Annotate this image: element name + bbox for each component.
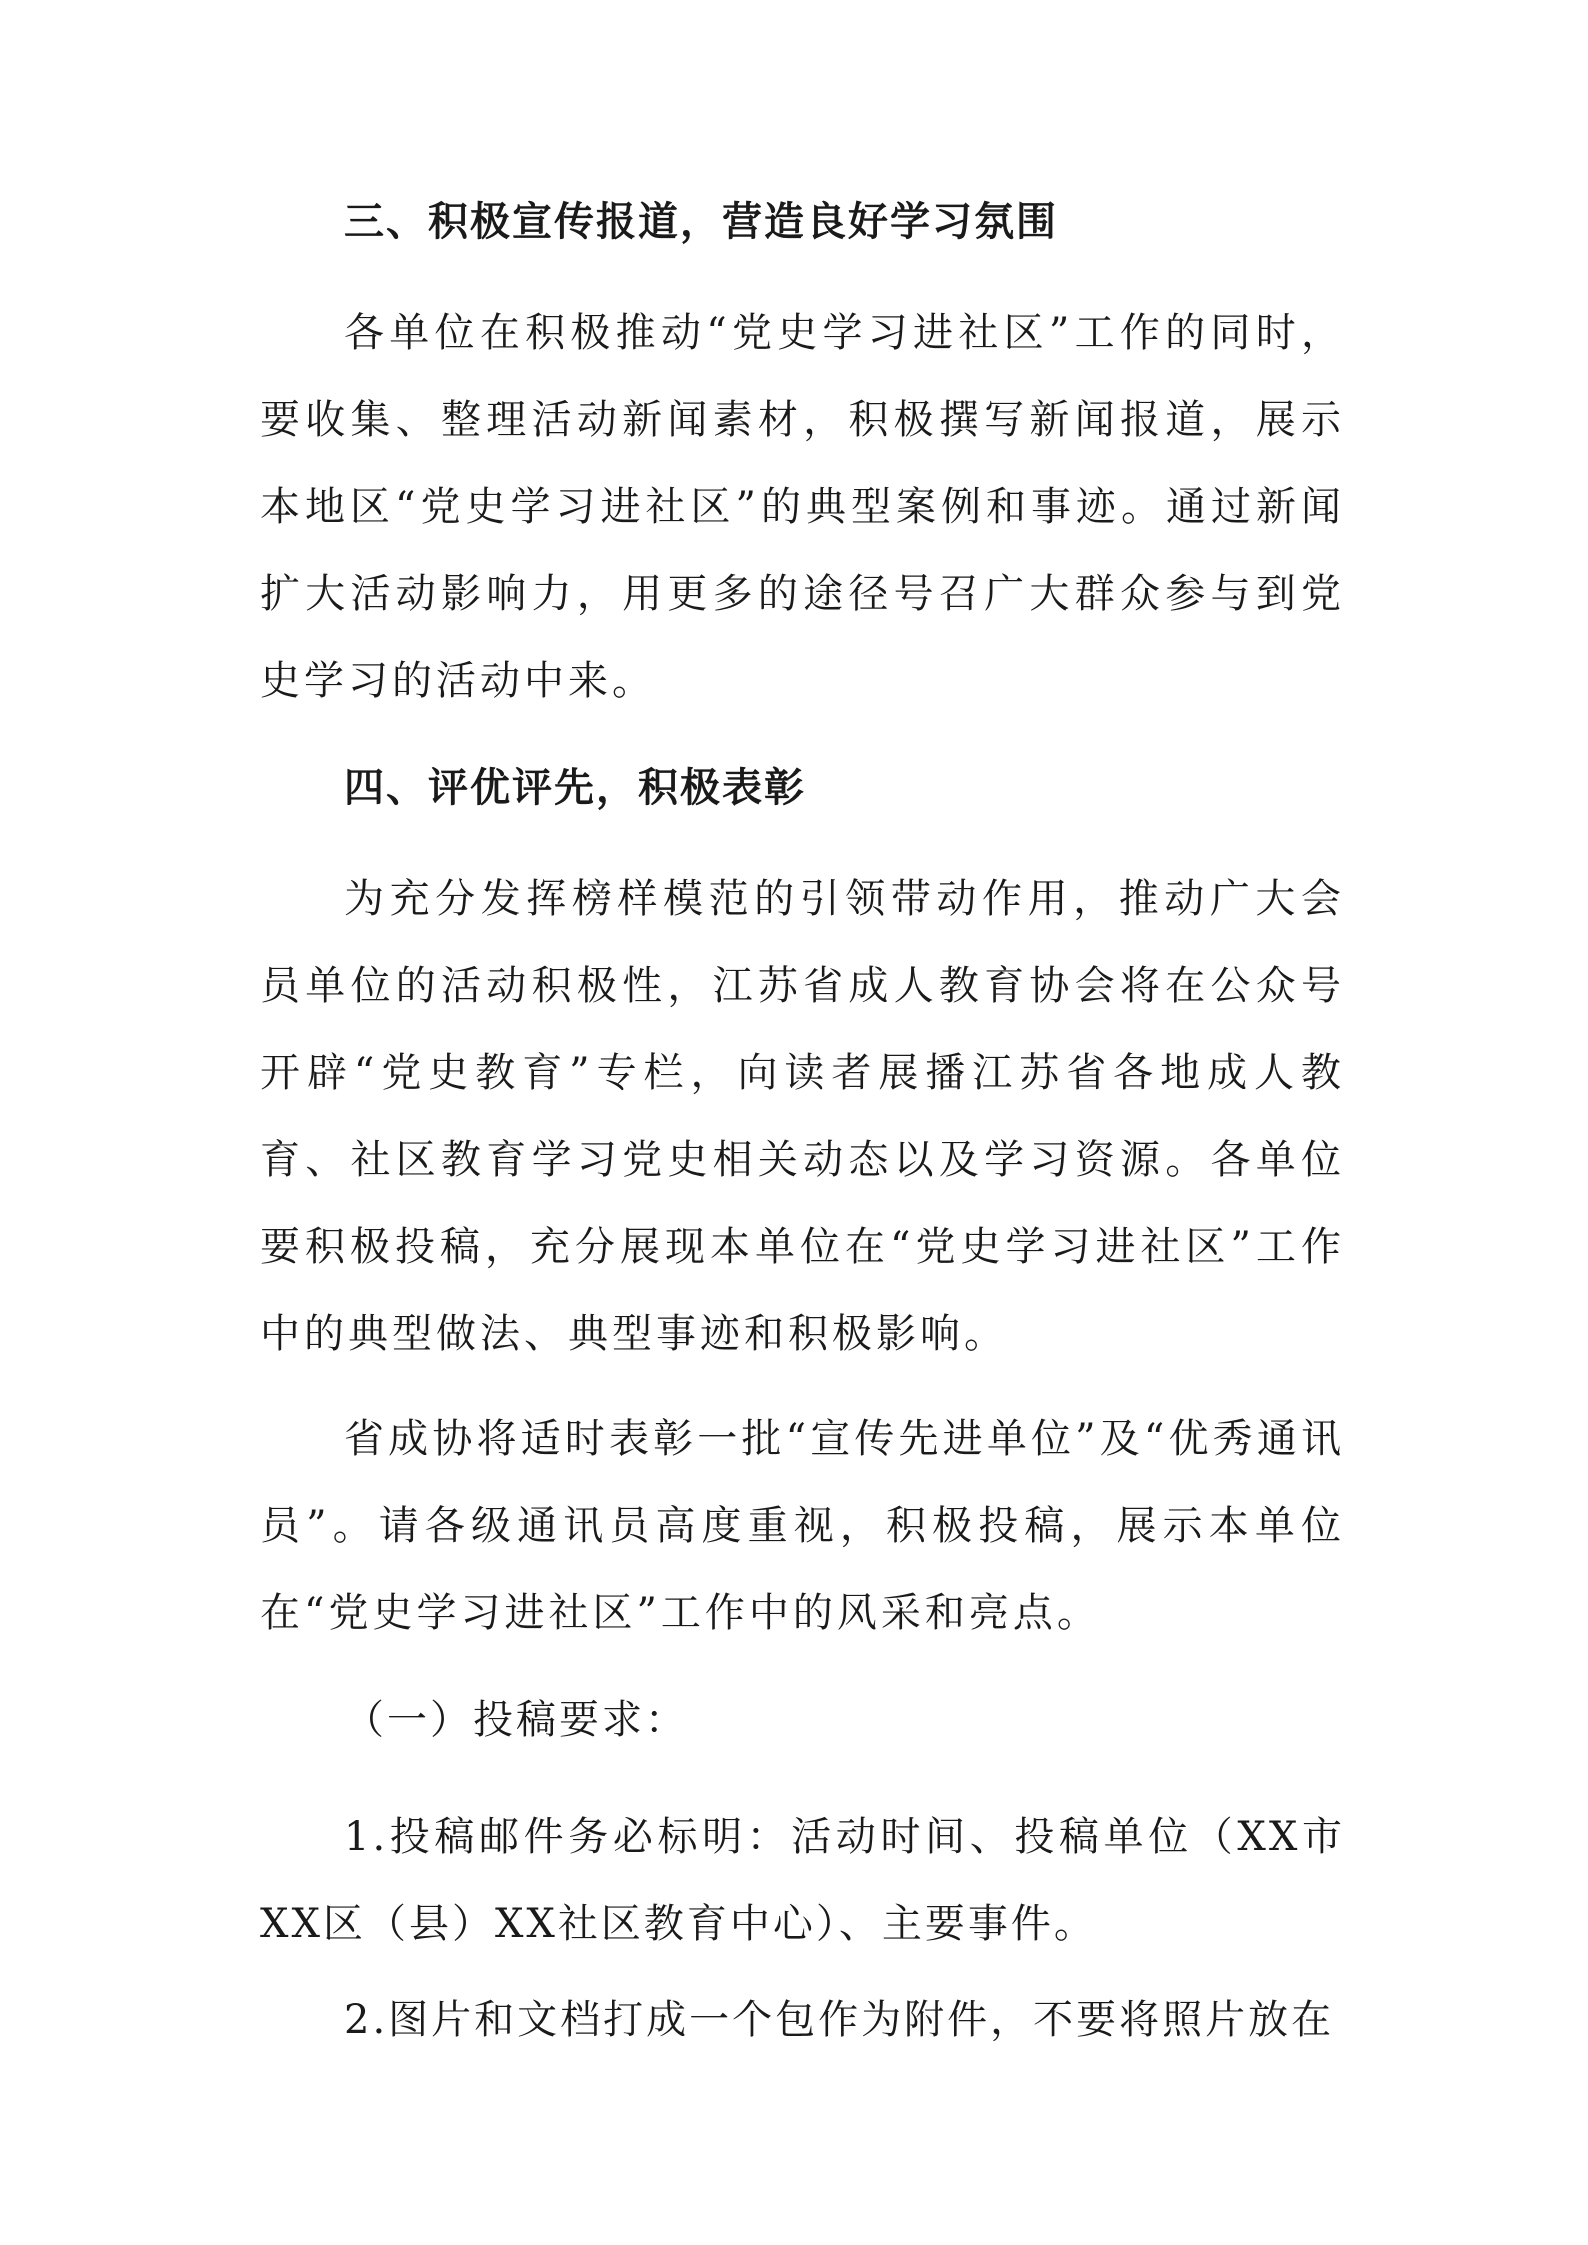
- requirement-item-1: 1.投稿邮件务必标明：活动时间、投稿单位（XX市XX区（县）XX社区教育中心）、主要事件。: [260, 1814, 1345, 1947]
- requirement-item-1-block: [260, 1794, 1345, 1968]
- section-4-paragraph-1: 为充分发挥榜样模范的引领带动作用，推动广大会员单位的活动积极性，江苏省成人教育协会将在公众号开辟“党史教育”专栏，向读者展播江苏省各地成人教育、社区教育学习党史相关动态以及学习资源。各单位要积极投稿，充分展现本单位在“党史学习进社区”工作中的典型做法、典型事迹和积极影响。: [260, 876, 1345, 1357]
- section-3-heading: 三、积极宣传报道，营造良好学习氛围: [344, 199, 1058, 245]
- section-4-body-1: [260, 856, 1345, 1378]
- section-4-heading: 四、评优评先，积极表彰: [344, 765, 806, 811]
- submission-requirements-heading: （一）投稿要求：: [344, 1697, 688, 1743]
- section-3: [260, 192, 1345, 252]
- section-4: [260, 758, 1345, 818]
- requirement-item-2-block: [260, 1977, 1345, 2064]
- section-4-body-2: [260, 1396, 1345, 1657]
- section-3-paragraph-1: 各单位在积极推动“党史学习进社区”工作的同时，要收集、整理活动新闻素材，积极撰写新闻报道，展示本地区“党史学习进社区”的典型案例和事迹。通过新闻扩大活动影响力，用更多的途径号召广大群众参与到党史学习的活动中来。: [260, 310, 1345, 704]
- section-4-paragraph-2: 省成协将适时表彰一批“宣传先进单位”及“优秀通讯员”。请各级通讯员高度重视，积极投稿，展示本单位在“党史学习进社区”工作中的风采和亮点。: [260, 1416, 1345, 1636]
- section-3-body: [260, 290, 1345, 725]
- submission-requirements: [260, 1690, 1345, 1750]
- requirement-item-2: 2.图片和文档打成一个包作为附件，不要将照片放在: [344, 1997, 1335, 2043]
